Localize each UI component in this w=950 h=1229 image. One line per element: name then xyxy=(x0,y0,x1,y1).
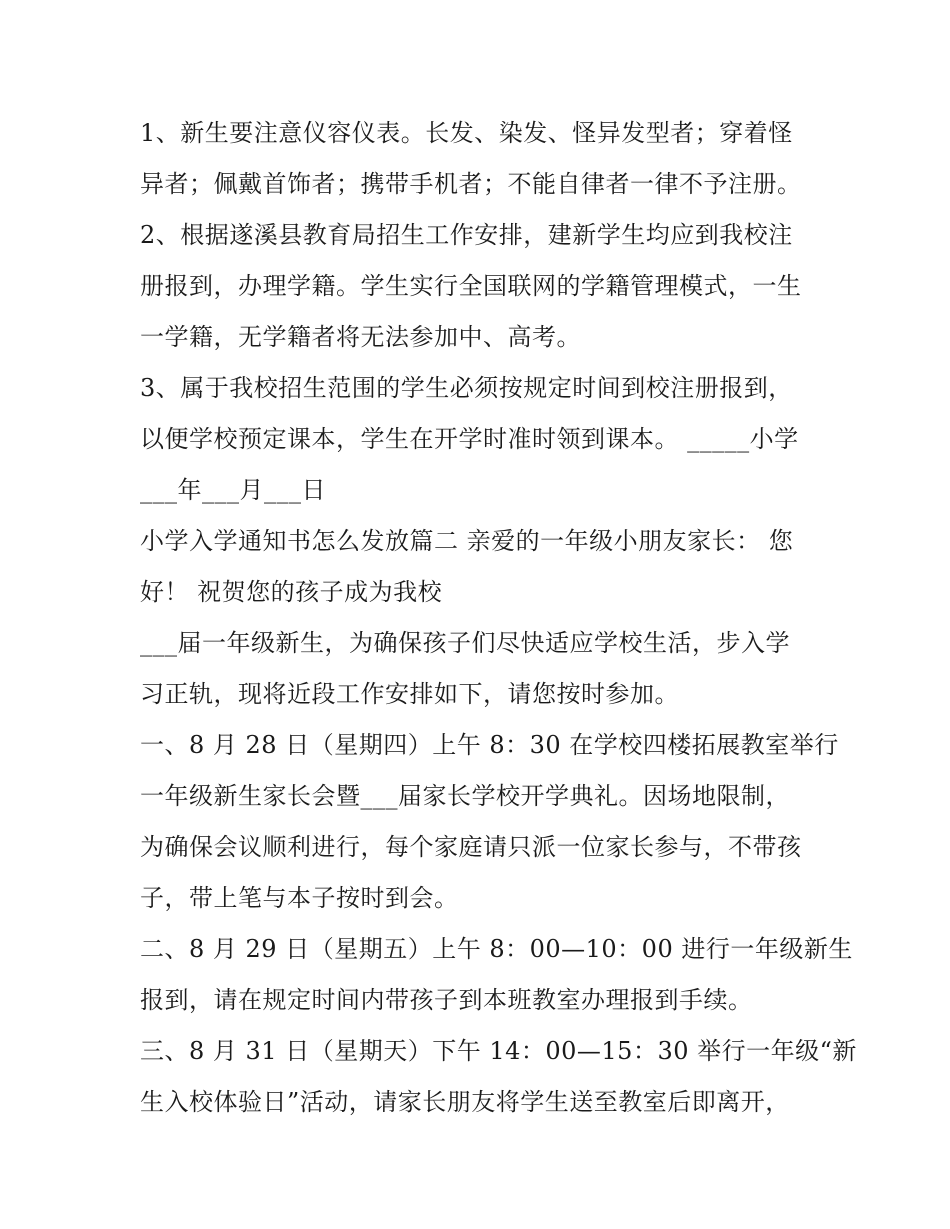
text-line: 3、属于我校招生范围的学生必须按规定时间到校注册报到， xyxy=(140,374,793,402)
document-body xyxy=(140,108,857,1128)
text-line: ___年___月___日 xyxy=(140,476,326,504)
text-line: 一年级新生家长会暨___届家长学校开学典礼。因场地限制， xyxy=(140,782,790,810)
text-line: 一学籍，无学籍者将无法参加中、高考。 xyxy=(140,323,581,351)
text-line: 小学入学通知书怎么发放篇二 亲爱的一年级小朋友家长： 您 xyxy=(140,527,794,555)
text-line: 报到，请在规定时间内带孩子到本班教室办理报到手续。 xyxy=(140,986,753,1014)
text-line: 习正轨，现将近段工作安排如下，请您按时参加。 xyxy=(140,680,679,708)
text-line: 为确保会议顺利进行，每个家庭请只派一位家长参与，不带孩 xyxy=(140,833,802,861)
text-line: 异者；佩戴首饰者；携带手机者；不能自律者一律不予注册。 xyxy=(140,170,802,198)
text-line: 子，带上笔与本子按时到会。 xyxy=(140,884,459,912)
text-line: 一、8 月 28 日（星期四）上午 8：30 在学校四楼拓展教室举行 xyxy=(140,731,839,759)
text-line: ___届一年级新生，为确保孩子们尽快适应学校生活，步入学 xyxy=(140,629,790,657)
text-line: 三、8 月 31 日（星期天）下午 14：00—15：30 举行一年级“新 xyxy=(140,1037,857,1065)
text-line: 1、新生要注意仪容仪表。长发、染发、怪异发型者；穿着怪 xyxy=(140,119,793,147)
text-line: 好！ 祝贺您的孩子成为我校 xyxy=(140,578,443,606)
text-line: 二、8 月 29 日（星期五）上午 8：00—10：00 进行一年级新生 xyxy=(140,935,853,963)
text-line: 生入校体验日”活动，请家长朋友将学生送至教室后即离开， xyxy=(140,1088,790,1116)
text-line: 册报到，办理学籍。学生实行全国联网的学籍管理模式，一生 xyxy=(140,272,802,300)
text-line: 以便学校预定课本，学生在开学时准时领到课本。 _____小学 xyxy=(140,425,799,453)
text-line: 2、根据遂溪县教育局招生工作安排，建新学生均应到我校注 xyxy=(140,221,793,249)
